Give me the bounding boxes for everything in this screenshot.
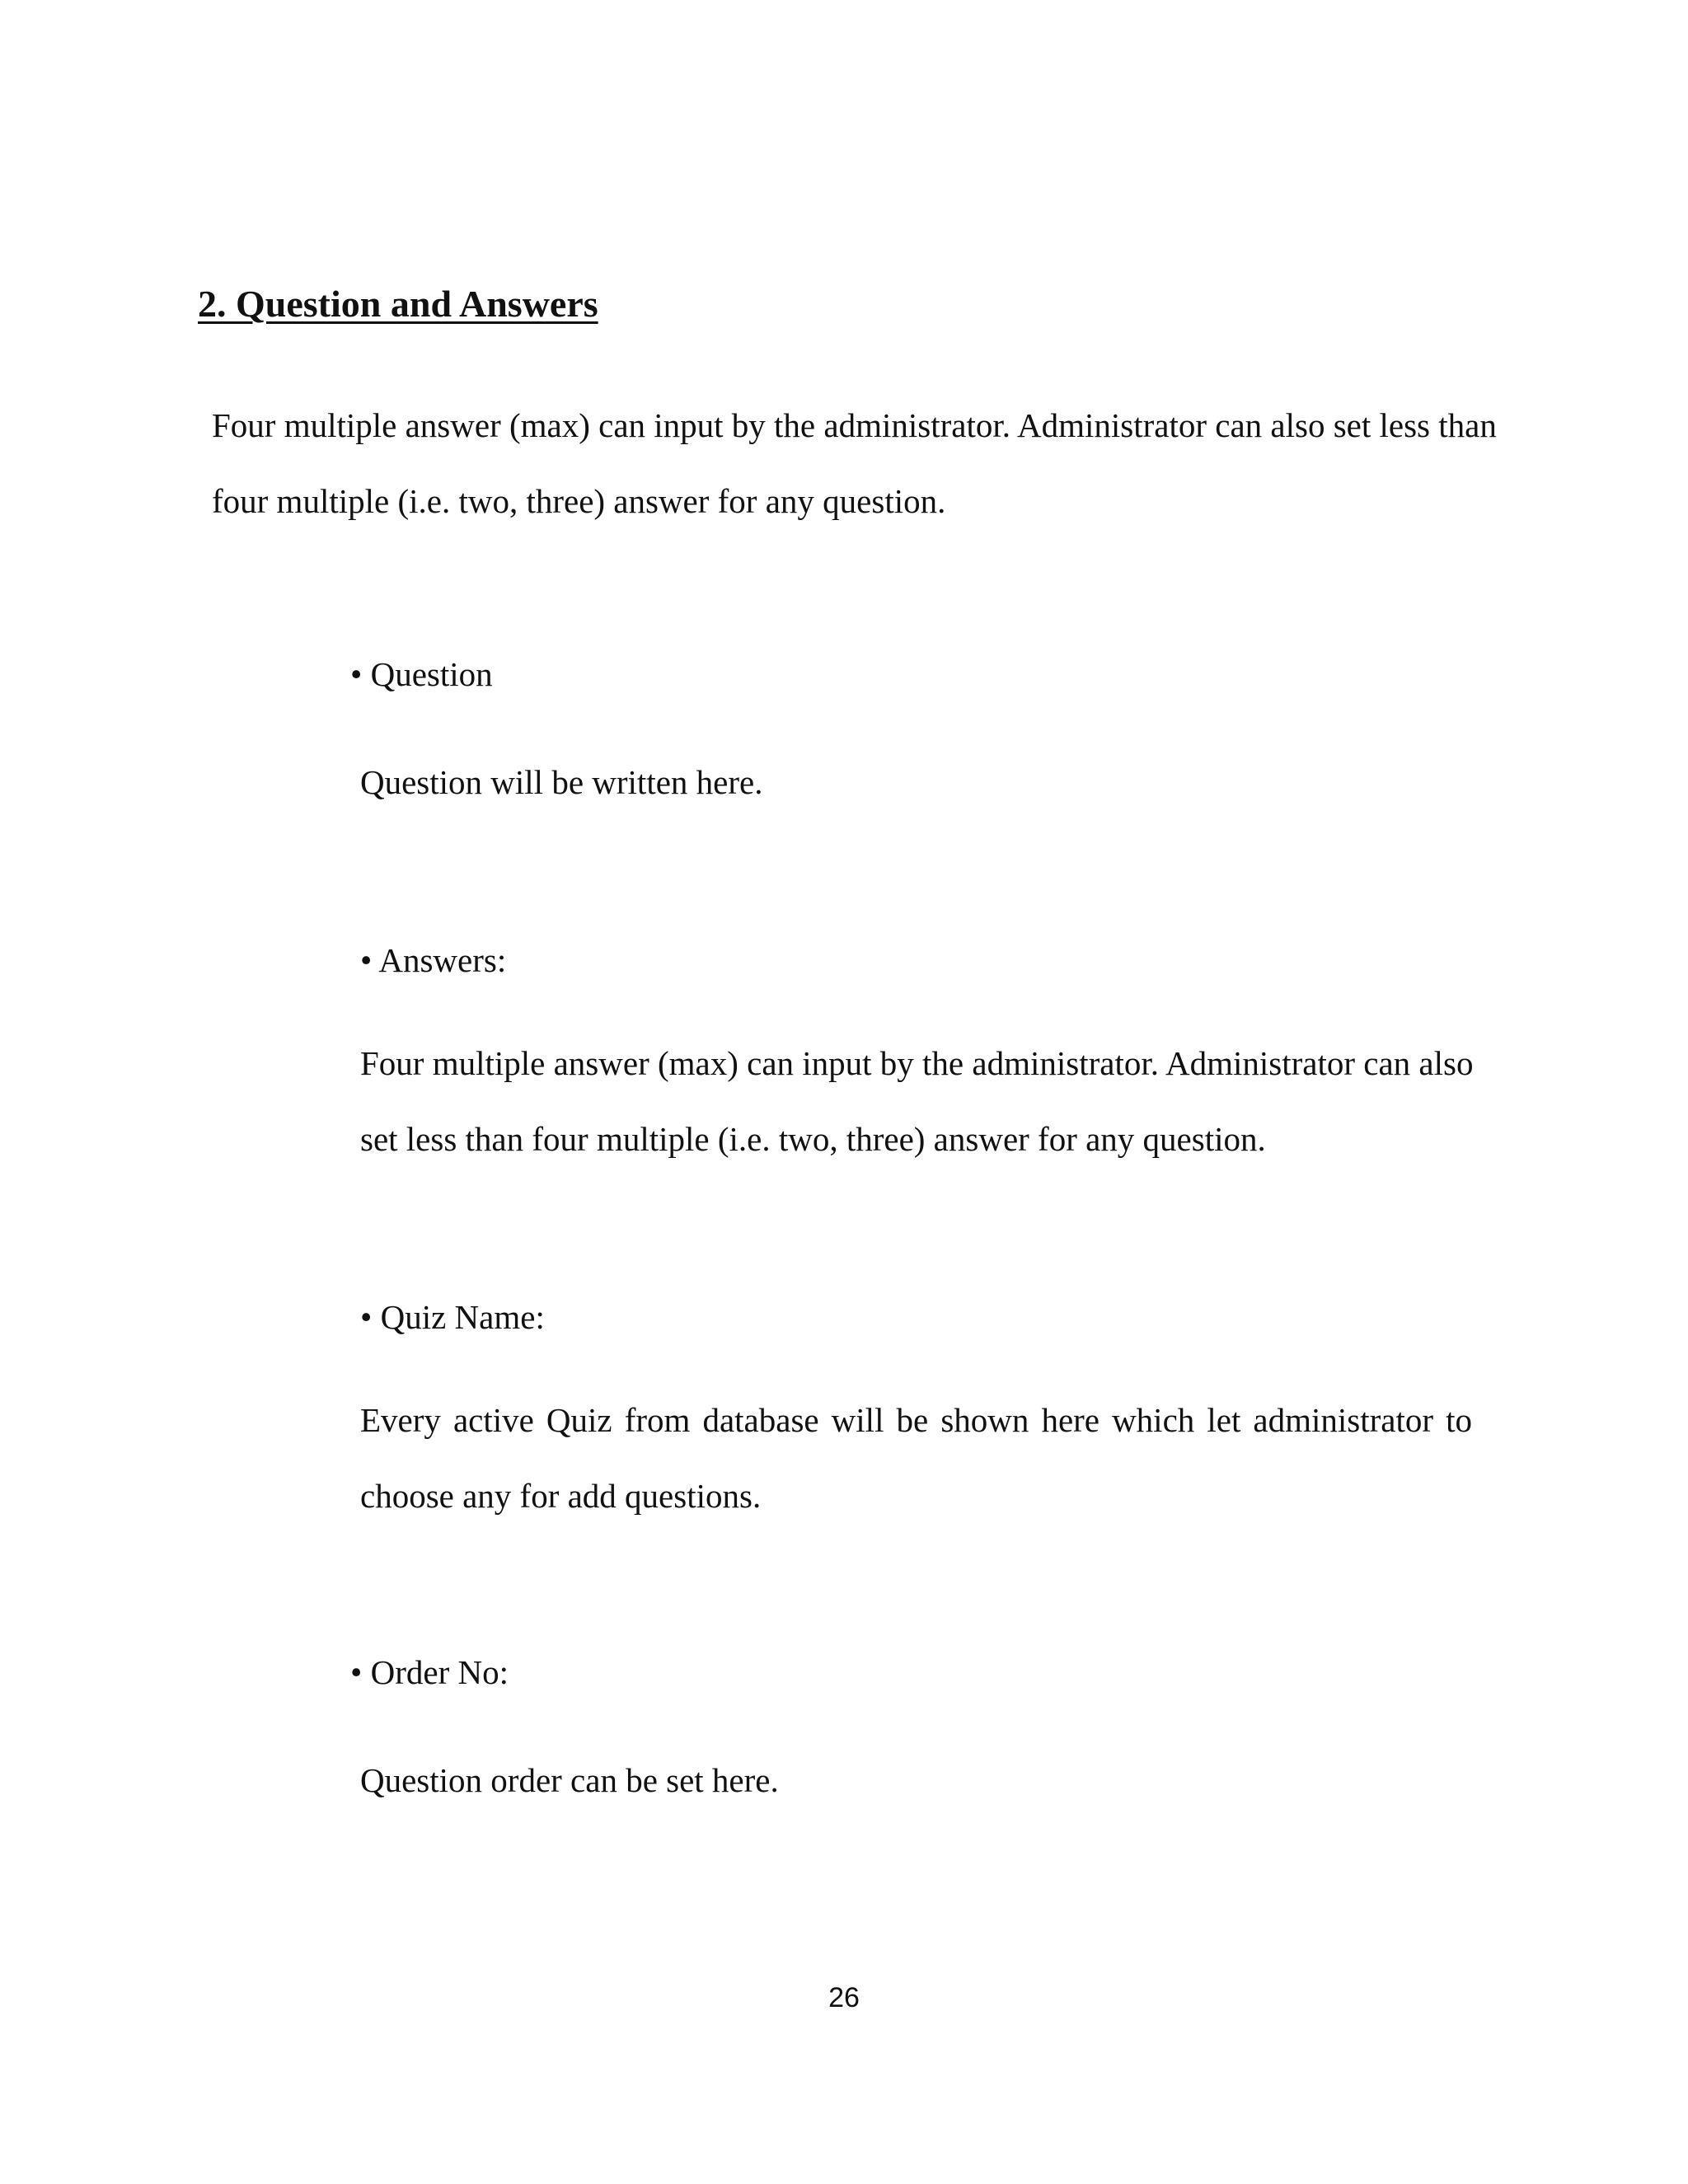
bullet-question: • Question	[350, 655, 493, 693]
question-description: Question will be written here.	[360, 763, 763, 801]
order-no-description: Question order can be set here.	[360, 1761, 779, 1799]
bullet-order-no: • Order No:	[350, 1653, 509, 1691]
description-line: choose any for add questions.	[360, 1477, 762, 1515]
quiz-name-description	[360, 1382, 1472, 1534]
description-line: Every active Quiz from database will be shown here which let administrator to	[360, 1401, 1472, 1439]
answers-description	[360, 1025, 1472, 1177]
intro-paragraph	[212, 387, 1497, 539]
bullet-answers: • Answers:	[360, 941, 507, 979]
intro-line: four multiple (i.e. two, three) answer for any question.	[212, 482, 946, 520]
description-line: Four multiple answer (max) can input by the administrator. Administrator can also	[360, 1044, 1474, 1082]
page-number: 26	[828, 1982, 860, 2013]
section-heading: 2. Question and Answers	[198, 283, 598, 325]
intro-line: Four multiple answer (max) can input by the administrator. Administrator can also set less than	[212, 406, 1497, 444]
bullet-quiz-name: • Quiz Name:	[360, 1298, 545, 1336]
description-line: set less than four multiple (i.e. two, three) answer for any question.	[360, 1120, 1266, 1158]
